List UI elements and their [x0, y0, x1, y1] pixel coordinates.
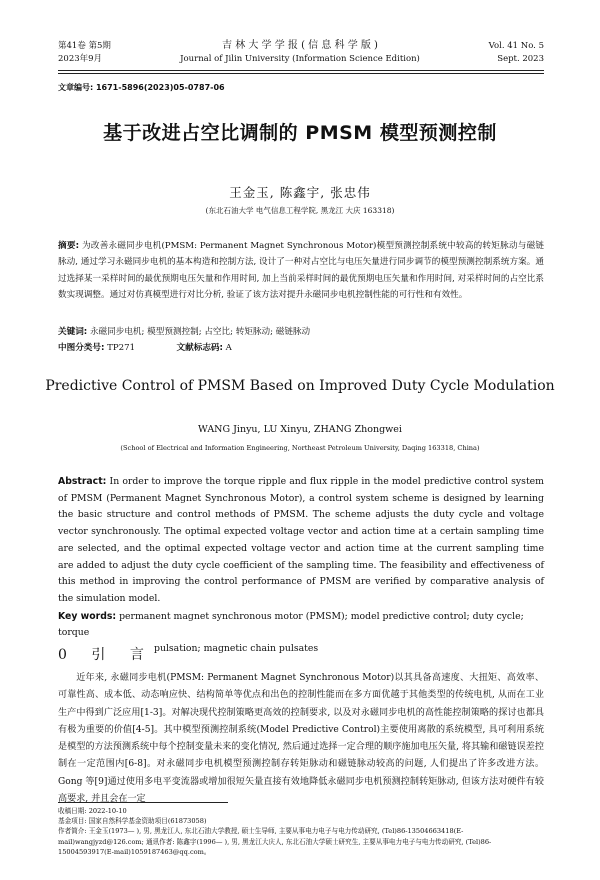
title-cn: 基于改进占空比调制的 PMSM 模型预测控制 [103, 122, 497, 144]
clc-value: TP271 [107, 343, 136, 353]
footnote-fund: 基金项目: 国家自然科学基金资助项目(61873058) [58, 817, 207, 826]
header-journal-en: Journal of Jilin University (Information Science Edition) [180, 54, 420, 64]
abstract-en-text: In order to improve the torque ripple and flux ripple in the model predictive control system of PMSM (Permanent Magnet Synchronous Motor), a control system scheme is designed by learning the basic structure and control methods of PMSM. The scheme adjusts the duty cycle and voltage vector synchronously. The optimal expected voltage vector and action time at a certain sampling time are selected, and the optimal expected voltage vector and action time at the current sampling time are added to adjust the duty cycle coefficient of the sampling time. The feasibility and effectiveness of this method in improving the control performance of PMSM are verified by comparative analysis of the simulation model. [58, 476, 544, 604]
authors-en: WANG Jinyu, LU Xinyu, ZHANG Zhongwei [198, 424, 402, 435]
affiliation-cn: (东北石油大学 电气信息工程学院, 黑龙江 大庆 163318) [205, 206, 395, 215]
abstract-cn [58, 238, 544, 304]
header-journal-cn: 吉 林 大 学 学 报 ( 信 息 科 学 版 ) [222, 40, 378, 51]
keywords-en-line1: permanent magnet synchronous motor (PMSM); model predictive control; duty cycle; torque [58, 611, 524, 638]
classification-cn [58, 340, 544, 356]
keywords-cn [58, 324, 544, 340]
doc-code-value: A [225, 343, 232, 353]
header-rule-thick [58, 70, 544, 71]
footnote-rule [58, 802, 228, 803]
abstract-en [58, 474, 544, 608]
abstract-cn-text: 为改善永磁同步电机(PMSM: Permanent Magnet Synchronous Motor)模型预测控制系统中较高的转矩脉动与磁链脉动, 通过学习永磁同步电机的基本构造和控制方法, 设计了一种对占空比与电压矢量进行同步调节的模型预测控制系统方案。通过选择某一采样时间的最优预期电压矢量和作用时间, 加上当前采样时间的最优预期电压矢量和作用时间, 对采样时间的占空比系数实现调整。通过对仿真模型进行对比分析, 验证了该方法对提升永磁同步电机控制性能的可行性和有效性。 [58, 241, 545, 301]
clc-label: 中图分类号: [58, 343, 105, 353]
section-heading [58, 644, 154, 664]
authors-cn: 王金玉, 陈鑫宇, 张忠伟 [229, 185, 371, 200]
article-number: 文章编号: 1671-5896(2023)05-0787-06 [58, 83, 225, 92]
header-volume-cn: 第41卷 第5期 [58, 41, 111, 51]
body-paragraph: 近年来, 永磁同步电机(PMSM: Permanent Magnet Synchronous Motor)以其具备高速度、大扭矩、高效率、可靠性高、成本低、动态响应快、结构简单等优点和出色的控制性能而在多方面优越于其他类型的传统电机, 从而在工业生产中得到广泛应用[1-3]。对解决现代控制策略更高效的控制要求, 以及对永磁同步电机的高性能控制策略的探讨也都具有极为重要的价值[4-5]。其中模型预测控制系统(Model Predictive Control)主要使用离散的系统模型, 具可利用系统是模型的方法预测系统中每个控制变量未来的变化情况, 然后通过选择一定合理的顺序施加电压矢量, 将其输和磁链误差控制在一定范围内[6-8]。对永磁同步电机模型预测控制存转矩脉动和磁链脉动较高的问题, 人们提出了许多改进方法。Gong 等[9]通过使用多电平变流器或增加很短矢量直接有效地降低永磁同步电机预测控制转矩脉动, 但该方法对硬件有较高要求, 并且会在一定 [58, 673, 544, 805]
abstract-cn-label: 摘要: [58, 241, 80, 251]
header-rule-thin [58, 73, 544, 74]
footnote [58, 806, 544, 857]
keywords-cn-label: 关键词: [58, 327, 88, 337]
footnote-author-bio: 作者简介: 王金玉(1973— ), 男, 黑龙江人, 东北石油大学教授, 硕士生导师, 主要从事电力电子与电力传动研究, (Tel)86-13504663418(E-mail)wangjyzd@126.com; 通讯作者: 陈鑫宇(1996— ), 男, 黑龙江大庆人, 东北石油大学硕士研究生, 主要从事电力电子与电力传动研究, (Tel)86-15004593917(E-mail)1059187463@qq.com。 [58, 827, 492, 856]
footnote-received: 收稿日期: 2022-10-10 [58, 807, 127, 815]
header-date-en: Sept. 2023 [497, 54, 544, 64]
abstract-en-label: Abstract: [58, 476, 107, 487]
header-date-cn: 2023年9月 [58, 54, 103, 64]
section-number: 0 [58, 647, 77, 663]
affiliation-en: (School of Electrical and Information Engineering, Northeast Petroleum University, Daqing 163318, China) [120, 444, 480, 452]
doc-code-label: 文献标志码: [176, 343, 223, 353]
title-en: Predictive Control of PMSM Based on Improved Duty Cycle Modulation [45, 378, 555, 394]
keywords-en-line2: pulsation; magnetic chain pulsates [154, 643, 319, 654]
keywords-cn-text: 永磁同步电机; 模型预测控制; 占空比; 转矩脉动; 磁链脉动 [89, 327, 311, 337]
keywords-en-label: Key words: [58, 611, 117, 622]
header-volume-en: Vol. 41 No. 5 [488, 41, 544, 51]
section-title: 引 言 [91, 647, 154, 663]
